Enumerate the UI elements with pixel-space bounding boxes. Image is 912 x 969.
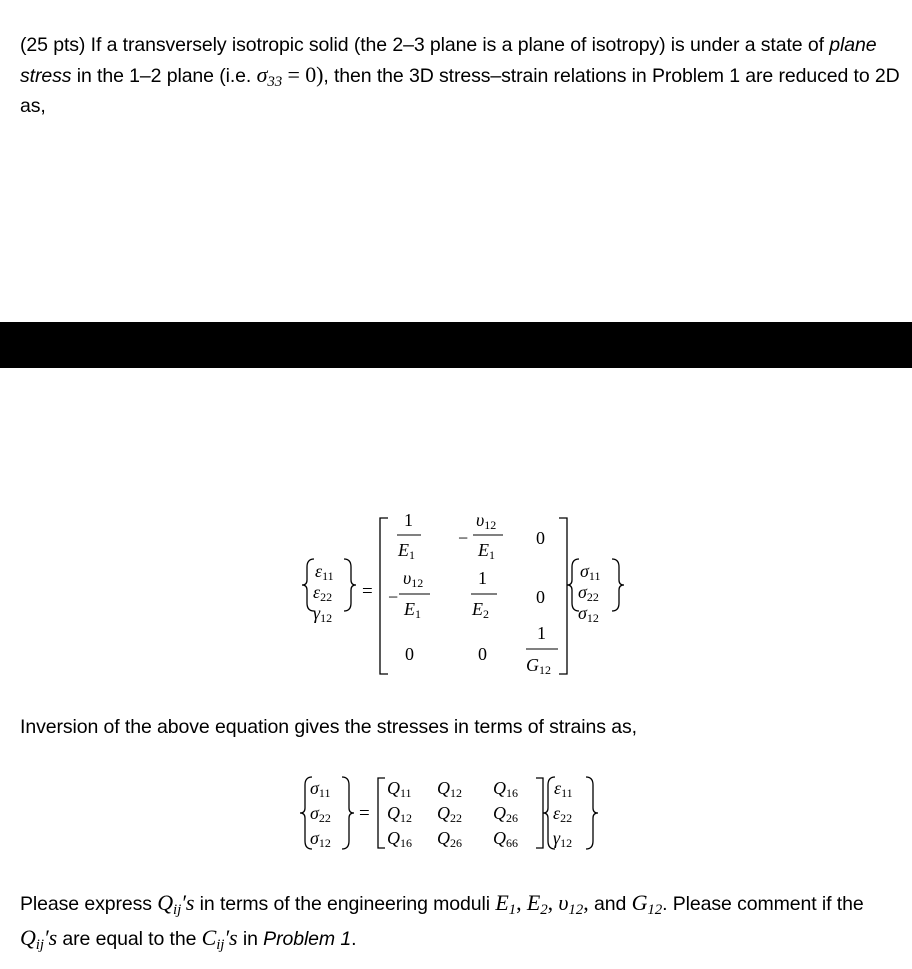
q-16: Q16 xyxy=(493,778,518,800)
m-r2c2 xyxy=(471,568,497,621)
problem-statement xyxy=(20,30,905,121)
q-26: Q26 xyxy=(493,803,518,825)
q-31: Q16 xyxy=(387,828,412,850)
rhs-sigma-12: σ12 xyxy=(578,603,599,625)
inversion-text: Inversion of the above equation gives the stresses in terms of strains as, xyxy=(20,716,637,738)
c-ij-symbol: $C_{ij}'s$ xyxy=(201,925,238,954)
q-lhs-right-brace xyxy=(342,777,354,849)
m-r1c3: 0 xyxy=(536,528,545,548)
sigma-33-value: = 0) xyxy=(282,62,324,87)
svg-text:G12: G12 xyxy=(526,655,551,677)
m-r3c3 xyxy=(526,623,558,677)
q-lhs-sigma-22: σ22 xyxy=(310,803,331,825)
lhs-epsilon-11: ε11 xyxy=(315,561,334,583)
comma-3: , xyxy=(583,890,594,915)
q-ij-symbol: $Q_{ij}'s$ xyxy=(157,890,195,919)
e2-symbol: $E_2$ xyxy=(526,890,548,919)
q-21: Q12 xyxy=(387,803,412,825)
m-r3c1: 0 xyxy=(405,644,414,664)
rhs-sigma-11: σ11 xyxy=(580,561,601,583)
svg-text:E1: E1 xyxy=(398,540,415,562)
svg-text:1: 1 xyxy=(537,623,546,643)
q-rhs-right-brace xyxy=(586,777,598,849)
request-text-2: in terms of the engineering moduli xyxy=(194,893,496,915)
intro-text-1: If a transversely isotropic solid (the 2–3 plane is a plane of isotropy) is under a state of xyxy=(85,34,830,56)
request-text-6: in xyxy=(237,928,264,950)
g12-symbol: $G_{12}$ xyxy=(631,890,663,919)
q-32: Q26 xyxy=(437,828,462,850)
lhs-right-brace xyxy=(344,559,356,611)
q-11: Q11 xyxy=(387,778,412,800)
svg-text:E1: E1 xyxy=(404,599,421,621)
m-r2c3: 0 xyxy=(536,587,545,607)
m-r1c1 xyxy=(397,510,421,562)
redaction-bar xyxy=(0,322,912,368)
svg-text:1: 1 xyxy=(478,568,487,588)
e1-symbol: $E_1$ xyxy=(495,890,517,919)
m-r3c2: 0 xyxy=(478,644,487,664)
nu12-symbol: $\upsilon_{12}$ xyxy=(558,890,584,919)
intro-text-3: , then the 3D stress–strain relations in Problem 1 are reduced to 2D as, xyxy=(20,65,900,117)
svg-text:υ12: υ12 xyxy=(403,568,424,590)
intro-text-2: in the 1–2 plane (i.e. xyxy=(71,65,257,87)
q-ij-symbol-2: $Q_{ij}'s$ xyxy=(20,925,58,954)
request-paragraph xyxy=(20,886,905,956)
request-text-5: are equal to the xyxy=(57,928,202,950)
rhs-sigma-22: σ22 xyxy=(578,582,599,604)
q-rhs-epsilon-11: ε11 xyxy=(554,778,573,800)
request-text-4: . Please comment if the xyxy=(662,893,864,915)
request-text-3: and xyxy=(594,893,632,915)
compliance-equation xyxy=(300,505,640,685)
comma-2: , xyxy=(547,890,559,915)
svg-text:−: − xyxy=(388,587,399,607)
q-rhs-epsilon-22: ε22 xyxy=(553,803,573,825)
matrix-left-bracket xyxy=(380,518,388,674)
request-text-1: Please express xyxy=(20,893,158,915)
m-r1c2 xyxy=(458,510,503,562)
problem-1-reference: Problem 1 xyxy=(263,928,352,950)
svg-text:−: − xyxy=(458,528,469,548)
matrix-right-bracket xyxy=(559,518,567,674)
stiffness-equation xyxy=(300,772,630,856)
rhs-right-brace xyxy=(612,559,624,611)
plane-stress-emphasis: plane stress xyxy=(20,34,877,87)
q-equals-sign: = xyxy=(359,803,370,824)
svg-text:E2: E2 xyxy=(472,599,489,621)
lhs-epsilon-22: ε22 xyxy=(313,582,333,604)
q-rhs-gamma-12: γ12 xyxy=(553,828,573,850)
q-matrix-left-bracket xyxy=(378,778,385,848)
svg-text:1: 1 xyxy=(404,510,413,530)
lhs-gamma-12: γ12 xyxy=(313,603,333,625)
q-lhs-sigma-11: σ11 xyxy=(310,778,331,800)
svg-text:E1: E1 xyxy=(478,540,495,562)
points-label: (25 pts) xyxy=(20,34,86,56)
sigma-33-symbol: $\sigma_{33}$ xyxy=(256,62,283,91)
q-22: Q22 xyxy=(437,803,462,825)
comma-1: , xyxy=(516,890,527,915)
m-r2c1 xyxy=(388,568,430,621)
q-12: Q12 xyxy=(437,778,462,800)
equals-sign: = xyxy=(362,581,373,602)
q-matrix-right-bracket xyxy=(536,778,543,848)
svg-text:υ12: υ12 xyxy=(476,510,497,532)
q-lhs-sigma-12: σ12 xyxy=(310,828,331,850)
q-66: Q66 xyxy=(493,828,518,850)
request-text-8: . xyxy=(351,928,357,950)
